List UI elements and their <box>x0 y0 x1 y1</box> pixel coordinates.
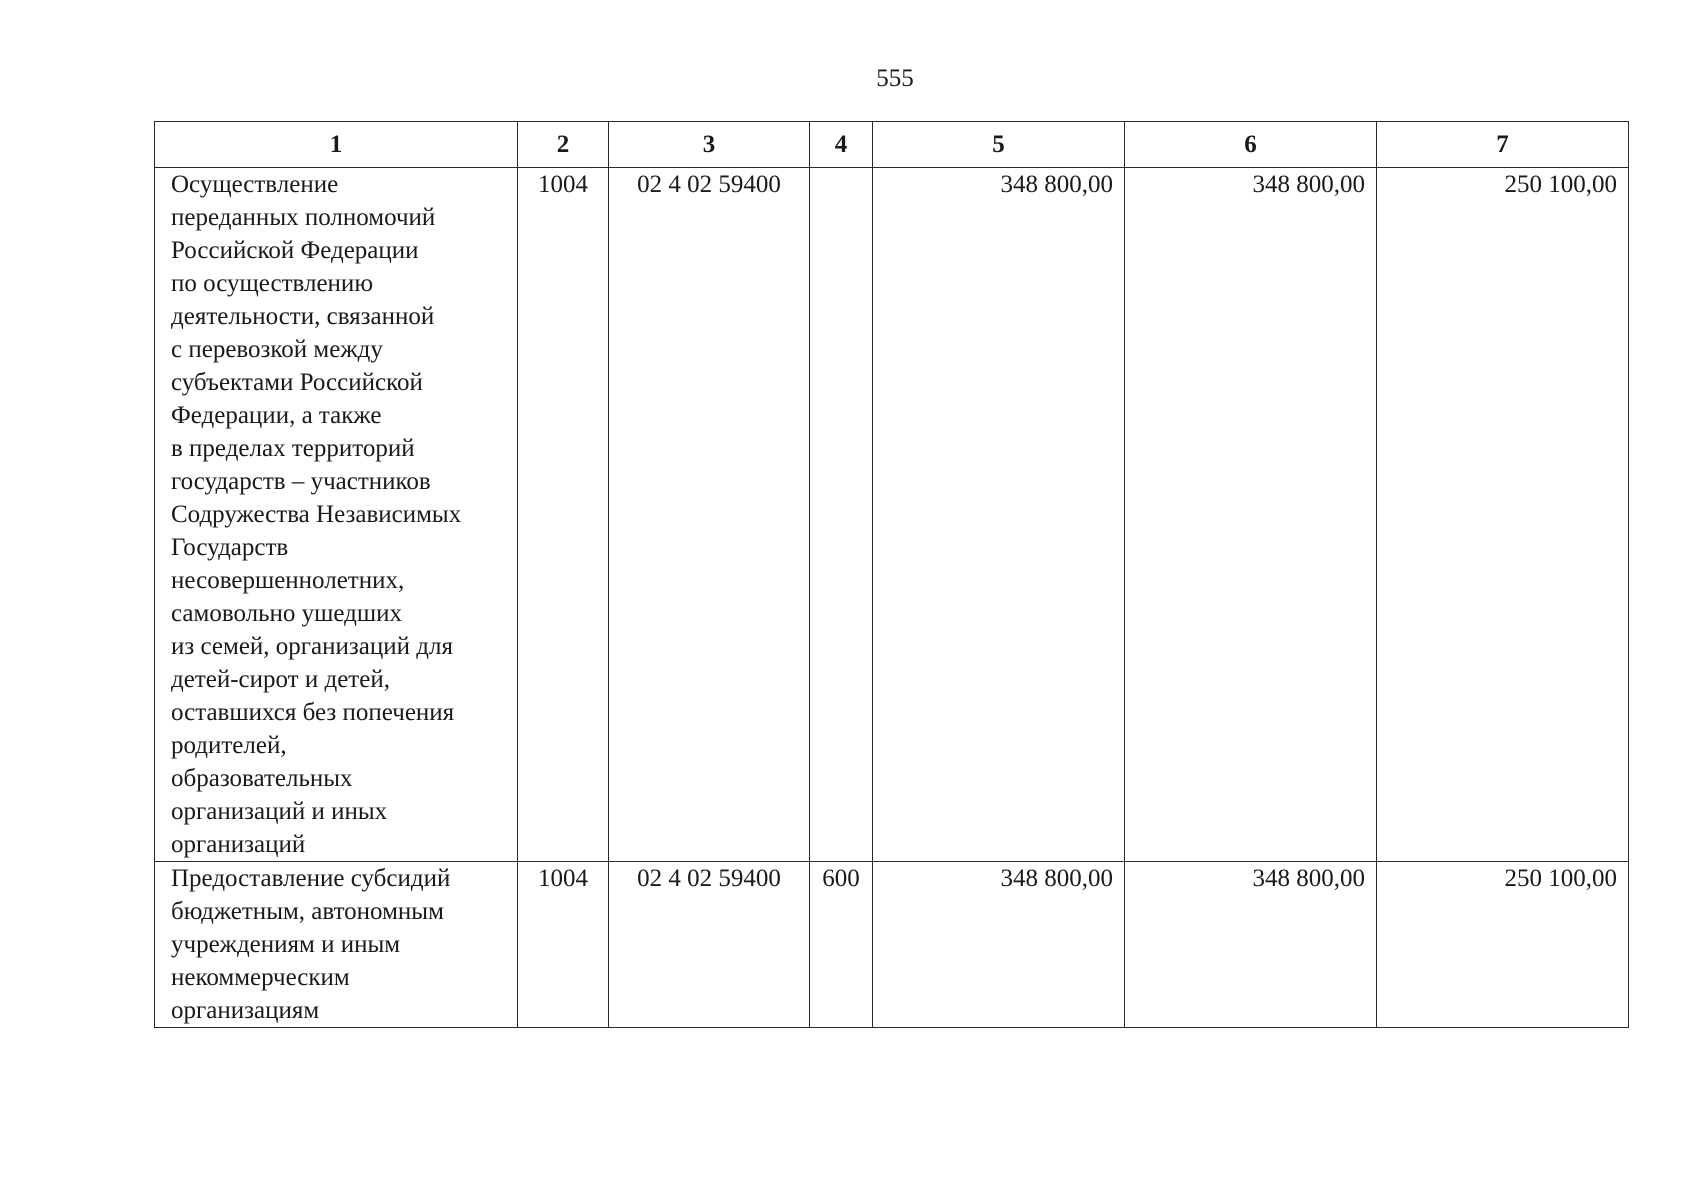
name-line: деятельности, связанной <box>171 303 435 330</box>
amount-col7-cell: 250 100,00 <box>1377 862 1629 1028</box>
column-header-1: 1 <box>155 122 518 168</box>
name-line: некоммерческим <box>171 964 350 991</box>
row-name-cell <box>155 862 518 1028</box>
name-line: государств – участников <box>171 468 431 495</box>
amount-col5-cell: 348 800,00 <box>873 168 1125 862</box>
name-line: Федерации, а также <box>171 402 382 429</box>
target-code-cell: 02 4 02 59400 <box>609 168 810 862</box>
name-line: самовольно ушедших <box>171 600 402 627</box>
column-header-7: 7 <box>1377 122 1629 168</box>
amount-col5-cell: 348 800,00 <box>873 862 1125 1028</box>
name-line: субъектами Российской <box>171 369 423 396</box>
column-header-6: 6 <box>1125 122 1377 168</box>
expense-type-cell: 600 <box>810 862 873 1028</box>
column-header-2: 2 <box>518 122 609 168</box>
name-line: из семей, организаций для <box>171 633 453 660</box>
name-line: Российской Федерации <box>171 237 419 264</box>
name-line: родителей, <box>171 732 287 759</box>
name-line: учреждениям и иным <box>171 931 401 958</box>
section-code-cell: 1004 <box>518 862 609 1028</box>
name-line: организаций и иных <box>171 798 388 825</box>
name-line: Осуществление <box>171 171 339 198</box>
row-name-cell <box>155 168 518 862</box>
section-code-cell: 1004 <box>518 168 609 862</box>
column-header-3: 3 <box>609 122 810 168</box>
name-line: бюджетным, автономным <box>171 898 444 925</box>
expense-type-cell <box>810 168 873 862</box>
name-line: Предоставление субсидий <box>171 865 451 892</box>
amount-col7-cell: 250 100,00 <box>1377 168 1629 862</box>
column-header-5: 5 <box>873 122 1125 168</box>
header-row <box>155 122 1629 168</box>
name-line: организациям <box>171 997 320 1024</box>
table-row <box>155 168 1629 862</box>
name-line: детей-сирот и детей, <box>171 666 390 693</box>
name-line: оставшихся без попечения <box>171 699 455 726</box>
target-code-cell: 02 4 02 59400 <box>609 862 810 1028</box>
table-row <box>155 862 1629 1028</box>
name-line: переданных полномочий <box>171 204 436 231</box>
page-number: 555 <box>876 65 914 92</box>
amount-col6-cell: 348 800,00 <box>1125 862 1377 1028</box>
name-line: Государств <box>171 534 289 561</box>
name-line: Содружества Независимых <box>171 501 462 528</box>
column-header-4: 4 <box>810 122 873 168</box>
amount-col6-cell: 348 800,00 <box>1125 168 1377 862</box>
name-line: организаций <box>171 831 306 858</box>
name-line: в пределах территорий <box>171 435 415 462</box>
name-line: образовательных <box>171 765 353 792</box>
name-line: с перевозкой между <box>171 336 383 363</box>
name-line: несовершеннолетних, <box>171 567 405 594</box>
name-line: по осуществлению <box>171 270 373 297</box>
budget-table <box>154 121 1629 1028</box>
